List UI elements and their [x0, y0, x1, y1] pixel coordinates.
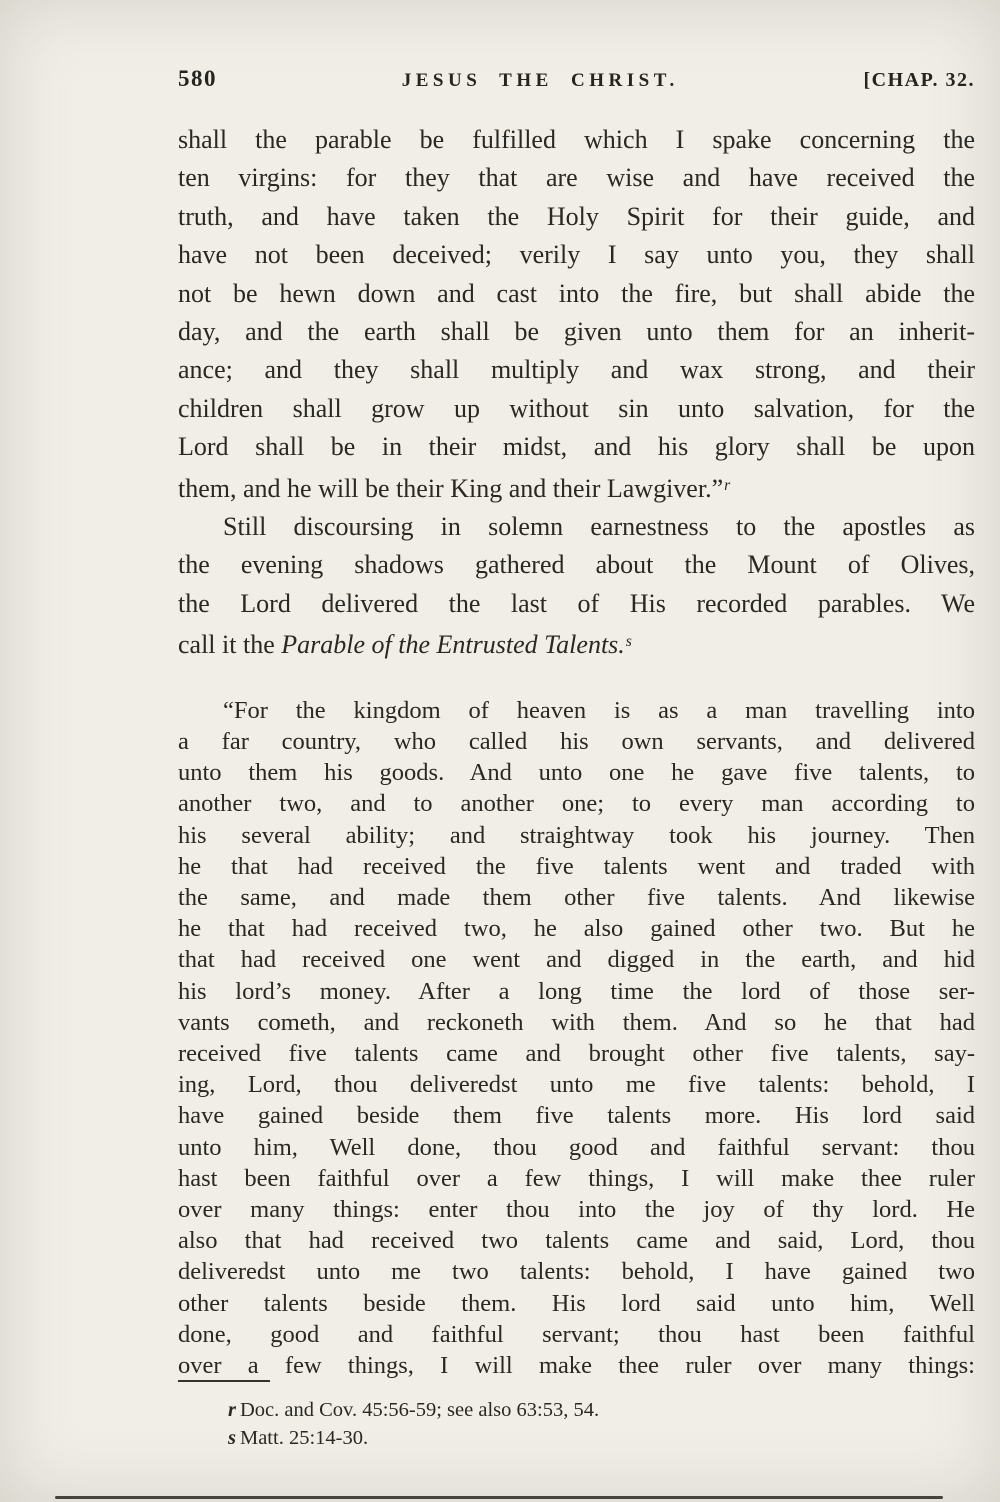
- text-line: [178, 508, 975, 546]
- text-segment: done, good and faithful servant; thou hast been faithful: [178, 1320, 975, 1348]
- text-segment: over a few things, I will make thee ruler over many things:: [178, 1351, 975, 1379]
- paragraph-parable-of-talents: [178, 695, 975, 1381]
- text-segment: have not been deceived; verily I say unto you, they shall: [178, 240, 975, 270]
- text-line: [178, 1256, 975, 1287]
- text-segment: he that had received two, he also gained other two. But he: [178, 915, 975, 943]
- text-line: [178, 121, 975, 159]
- text-segment: his lord’s money. After a long time the lord of those ser-: [178, 977, 975, 1005]
- running-title: JESUS THE CHRIST.: [401, 70, 679, 91]
- footnote: [178, 1396, 975, 1424]
- footnote-marker: r: [228, 1399, 236, 1421]
- paragraph-ten-virgins-quote: [178, 121, 975, 508]
- text-line: [178, 1100, 975, 1131]
- text-segment: Still discoursing in solemn earnestness to the apostles as: [223, 512, 975, 542]
- paragraph-still-discoursing: [178, 508, 975, 665]
- text-line: [178, 1350, 975, 1381]
- text-segment: his several ability; and straightway took his journey. Then: [178, 821, 975, 849]
- text-segment: Lord shall be in their midst, and his glory shall be upon: [178, 432, 975, 462]
- text-segment: deliveredst unto me two talents: behold, I have gained two: [178, 1258, 975, 1286]
- text-segment: the same, and made them other five talents. And likewise: [178, 883, 975, 911]
- footnotes-list: [178, 1396, 975, 1452]
- text-segment: the evening shadows gathered about the Mount of Olives,: [178, 550, 975, 580]
- text-segment: truth, and have taken the Holy Spirit for their guide, and: [178, 201, 975, 231]
- text-line: [178, 913, 975, 944]
- text-segment: call it the: [178, 630, 282, 660]
- text-segment: children shall grow up without sin unto salvation, for the: [178, 393, 975, 423]
- text-segment: shall the parable be fulfilled which I spake concerning the: [178, 125, 975, 154]
- text-line: [178, 757, 975, 788]
- text-segment: a far country, who called his own servants, and delivered: [178, 727, 975, 755]
- text-line: [178, 820, 975, 851]
- text-segment: hast been faithful over a few things, I will make thee ruler: [178, 1164, 975, 1192]
- text-line: [178, 313, 975, 351]
- footnote-reference-mark: r: [724, 476, 731, 494]
- text-segment: ing, Lord, thou deliveredst unto me five talents: behold, I: [178, 1071, 975, 1099]
- footnote-text: Matt. 25:14-30.: [239, 1427, 369, 1449]
- text-line: [178, 695, 975, 726]
- text-line: [178, 351, 975, 389]
- text-line: [178, 1288, 975, 1319]
- text-line: [178, 159, 975, 197]
- text-line: [178, 467, 975, 508]
- text-line: [178, 198, 975, 236]
- footnote-text: Doc. and Cov. 45:56-59; see also 63:53, 54.: [239, 1399, 600, 1421]
- text-line: [178, 882, 975, 913]
- text-line: [178, 1319, 975, 1350]
- text-segment: over many things: enter thou into the joy of thy lord. He: [178, 1195, 975, 1223]
- text-line: [178, 1007, 975, 1038]
- text-segment: also that had received two talents came and said, Lord, thou: [178, 1227, 975, 1255]
- text-line: [178, 1069, 975, 1100]
- text-segment: received five talents came and brought other five talents, say-: [178, 1039, 975, 1067]
- text-line: [178, 585, 975, 623]
- text-segment: another two, and to another one; to every man according to: [178, 790, 975, 818]
- text-segment: ten virgins: for they that are wise and have received the: [178, 163, 975, 193]
- text-segment: “For the kingdom of heaven is as a man travelling into: [223, 696, 975, 724]
- text-line: [178, 1225, 975, 1256]
- footnote-marker: s: [228, 1427, 236, 1449]
- footnote-reference-mark: s: [625, 633, 632, 651]
- text-line: [178, 1132, 975, 1163]
- text-line: [178, 1163, 975, 1194]
- text-line: [178, 788, 975, 819]
- page-number: 580: [178, 66, 217, 91]
- text-line: [178, 623, 975, 664]
- text-line: [178, 275, 975, 313]
- text-line: [178, 1194, 975, 1225]
- text-segment: unto him, Well done, thou good and faithful servant: thou: [178, 1133, 975, 1161]
- text-segment: not be hewn down and cast into the fire, but shall abide the: [178, 278, 975, 308]
- text-segment: he that had received the five talents went and traded with: [178, 852, 975, 880]
- body-text: [178, 121, 975, 1381]
- page-header: [178, 66, 975, 92]
- text-segment: other talents beside them. His lord said unto him, Well: [178, 1289, 975, 1317]
- text-line: [178, 546, 975, 584]
- text-segment: day, and the earth shall be given unto them for an inherit-: [178, 317, 975, 347]
- footnote-block: [178, 1380, 975, 1452]
- text-line: [178, 1038, 975, 1069]
- text-segment: them, and he will be their King and their Lawgiver.”: [178, 473, 724, 503]
- text-segment: vants cometh, and reckoneth with them. And so he that had: [178, 1008, 975, 1036]
- text-line: [178, 390, 975, 428]
- text-line: [178, 236, 975, 274]
- text-line: [178, 851, 975, 882]
- text-segment: the Lord delivered the last of His recorded parables. We: [178, 588, 975, 618]
- text-segment: ance; and they shall multiply and wax strong, and their: [178, 355, 975, 385]
- text-line: [178, 726, 975, 757]
- footnote: [178, 1424, 975, 1452]
- footnote-rule: [178, 1380, 270, 1382]
- scan-edge-artifact: [55, 1496, 943, 1499]
- text-segment: have gained beside them five talents more. His lord said: [178, 1102, 975, 1130]
- text-line: [178, 976, 975, 1007]
- text-segment: that had received one went and digged in the earth, and hid: [178, 946, 975, 974]
- text-segment: unto them his goods. And unto one he gave five talents, to: [178, 759, 975, 787]
- chapter-reference: [CHAP. 32.: [863, 69, 975, 91]
- text-line: [178, 428, 975, 466]
- italic-text: Parable of the Entrusted Talents.: [281, 630, 625, 660]
- text-line: [178, 944, 975, 975]
